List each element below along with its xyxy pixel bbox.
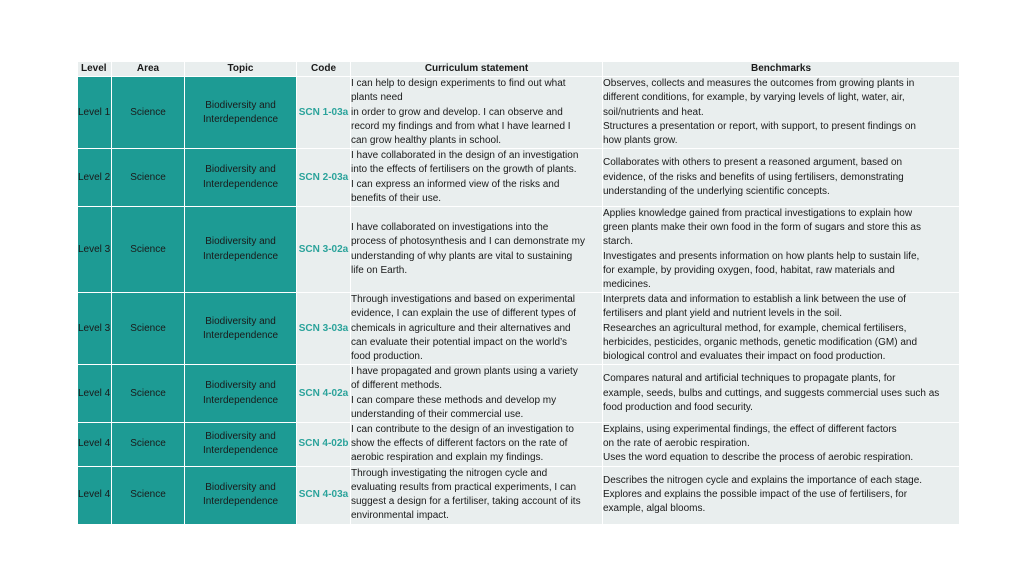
code-cell: SCN 4-02b <box>297 423 351 467</box>
curriculum-statement-cell <box>351 207 603 293</box>
curriculum-line: I have propagated and grown plants using a variety <box>351 366 578 378</box>
benchmark-line: fertilisers and plant yield and nutrient levels in the soil. <box>603 308 843 320</box>
curriculum-statement-cell <box>351 149 603 207</box>
code-cell: SCN 3-03a <box>297 293 351 365</box>
benchmark-line: green plants make their own food in the form of sugars and store this as <box>603 222 921 234</box>
benchmark-line: Applies knowledge gained from practical investigations to explain how <box>603 208 913 220</box>
table-row <box>78 77 960 149</box>
table-row <box>78 423 960 467</box>
curriculum-line: I can compare these methods and develop my <box>351 394 557 406</box>
curriculum-line: Through investigations and based on experimental <box>351 294 576 306</box>
curriculum-line: life on Earth. <box>351 264 408 276</box>
topic-cell <box>185 423 297 467</box>
header-row <box>78 62 960 77</box>
curriculum-line: can grow healthy plants in school. <box>351 135 502 147</box>
curriculum-line: process of photosynthesis and I can demonstrate my <box>351 236 586 248</box>
curriculum-line: in order to grow and develop. I can observe and <box>351 106 563 118</box>
curriculum-line: show the effects of different factors on the rate of <box>351 438 568 450</box>
level-cell: Level 4 <box>78 466 112 524</box>
benchmark-line: Explains, using experimental findings, the effect of different factors <box>603 424 897 436</box>
benchmark-line: Collaborates with others to present a reasoned argument, based on <box>603 157 903 169</box>
curriculum-line: suggest a design for a fertiliser, taking account of its <box>351 496 581 508</box>
curriculum-line: can evaluate their potential impact on the world’s <box>351 336 568 348</box>
curriculum-line: evaluating results from practical experiments, I can <box>351 481 577 493</box>
curriculum-line: understanding of why plants are vital to sustaining <box>351 250 573 262</box>
curriculum-line: I can contribute to the design of an investigation to <box>351 424 574 436</box>
topic-line: Biodiversity and <box>205 380 276 392</box>
area-cell: Science <box>112 293 185 365</box>
curriculum-line: I have collaborated in the design of an investigation <box>351 150 579 162</box>
table-row <box>78 293 960 365</box>
curriculum-line: aerobic respiration and explain my findings. <box>351 452 544 464</box>
curriculum-line: into the effects of fertilisers on the growth of plants. <box>351 164 577 176</box>
curriculum-statement-cell <box>351 466 603 524</box>
level-cell: Level 3 <box>78 207 112 293</box>
topic-line: Biodiversity and <box>205 164 276 176</box>
benchmark-cell <box>603 466 960 524</box>
topic-line: Biodiversity and <box>205 99 276 111</box>
code-cell: SCN 2-03a <box>297 149 351 207</box>
curriculum-line: of different methods. <box>351 380 442 392</box>
topic-line: Interdependence <box>202 496 279 508</box>
curriculum-line: food production. <box>351 351 423 363</box>
header-area: Area <box>112 62 185 77</box>
header-level: Level <box>78 62 112 77</box>
curriculum-statement-cell <box>351 293 603 365</box>
topic-line: Interdependence <box>202 113 279 125</box>
code-cell: SCN 1-03a <box>297 77 351 149</box>
benchmark-line: food production and food security. <box>603 401 753 413</box>
benchmark-line: how plants grow. <box>603 135 678 147</box>
topic-line: Interdependence <box>202 329 279 341</box>
benchmark-line: Explores and explains the possible impact of the use of fertilisers, for <box>603 488 908 500</box>
benchmark-cell <box>603 365 960 423</box>
topic-cell <box>185 365 297 423</box>
benchmark-line: example, seeds, bulbs and cuttings, and suggests commercial uses such as <box>603 387 940 399</box>
curriculum-line: I have collaborated on investigations into the <box>351 222 549 234</box>
topic-line: Biodiversity and <box>205 481 276 493</box>
area-cell: Science <box>112 77 185 149</box>
benchmark-line: medicines. <box>603 279 651 291</box>
topic-line: Interdependence <box>202 394 279 406</box>
level-cell: Level 1 <box>78 77 112 149</box>
benchmarks-table <box>77 61 960 525</box>
benchmark-line: Structures a presentation or report, with support, to present findings on <box>603 120 916 132</box>
area-cell: Science <box>112 423 185 467</box>
curriculum-line: Through investigating the nitrogen cycle and <box>351 467 548 479</box>
level-cell: Level 3 <box>78 293 112 365</box>
curriculum-line: I can help to design experiments to find out what <box>351 78 566 90</box>
topic-cell <box>185 293 297 365</box>
benchmark-cell <box>603 77 960 149</box>
curriculum-line: chemicals in agriculture and their alternatives and <box>351 322 571 334</box>
topic-cell <box>185 466 297 524</box>
curriculum-line: plants need <box>351 92 403 104</box>
table-row <box>78 149 960 207</box>
curriculum-statement-cell <box>351 365 603 423</box>
benchmark-line: different conditions, for example, by varying levels of light, water, air, <box>603 92 905 104</box>
benchmark-line: biological control and evaluates their impact on food production. <box>603 351 886 363</box>
benchmark-line: understanding of the underlying scientific concepts. <box>603 185 830 197</box>
header-curriculum-statement: Curriculum statement <box>351 62 603 77</box>
topic-line: Biodiversity and <box>205 315 276 327</box>
benchmark-line: Observes, collects and measures the outcomes from growing plants in <box>603 78 915 90</box>
table-row <box>78 365 960 423</box>
benchmark-line: evidence, of the risks and benefits of using fertilisers, demonstrating <box>603 171 904 183</box>
curriculum-line: record my findings and from what I have learned I <box>351 120 571 132</box>
curriculum-line: environmental impact. <box>351 510 449 522</box>
area-cell: Science <box>112 149 185 207</box>
topic-line: Biodiversity and <box>205 236 276 248</box>
benchmark-line: Researches an agricultural method, for example, chemical fertilisers, <box>603 322 907 334</box>
area-cell: Science <box>112 466 185 524</box>
curriculum-line: evidence, I can explain the use of different types of <box>351 308 576 320</box>
code-cell: SCN 3-02a <box>297 207 351 293</box>
curriculum-statement-cell <box>351 423 603 467</box>
benchmark-line: Investigates and presents information on how plants help to sustain life, <box>603 250 920 262</box>
benchmark-line: for example, by providing oxygen, food, habitat, raw materials and <box>603 264 895 276</box>
code-cell: SCN 4-02a <box>297 365 351 423</box>
benchmark-line: herbicides, pesticides, organic methods, genetic modification (GM) and <box>603 336 918 348</box>
topic-cell <box>185 207 297 293</box>
curriculum-line: benefits of their use. <box>351 192 442 204</box>
benchmark-line: Compares natural and artificial techniques to propagate plants, for <box>603 373 896 385</box>
topic-cell <box>185 77 297 149</box>
topic-line: Interdependence <box>202 445 279 457</box>
benchmark-line: example, algal blooms. <box>603 503 706 515</box>
benchmark-cell <box>603 149 960 207</box>
curriculum-line: understanding of their commercial use. <box>351 408 524 420</box>
benchmark-line: Uses the word equation to describe the process of aerobic respiration. <box>603 452 914 464</box>
table-row <box>78 207 960 293</box>
header-topic: Topic <box>185 62 297 77</box>
curriculum-line: I can express an informed view of the risks and <box>351 178 560 190</box>
benchmark-line: Describes the nitrogen cycle and explains the importance of each stage. <box>603 474 923 486</box>
topic-cell <box>185 149 297 207</box>
level-cell: Level 4 <box>78 423 112 467</box>
level-cell: Level 2 <box>78 149 112 207</box>
benchmark-cell <box>603 293 960 365</box>
header-code: Code <box>297 62 351 77</box>
benchmark-line: on the rate of aerobic respiration. <box>603 438 750 450</box>
topic-line: Interdependence <box>202 178 279 190</box>
benchmark-line: Interprets data and information to establish a link between the use of <box>603 294 906 306</box>
benchmark-line: starch. <box>603 236 634 248</box>
table-row <box>78 466 960 524</box>
topic-line: Biodiversity and <box>205 431 276 443</box>
benchmark-line: soil/nutrients and heat. <box>603 106 704 118</box>
benchmark-cell <box>603 423 960 467</box>
curriculum-statement-cell <box>351 77 603 149</box>
benchmark-cell <box>603 207 960 293</box>
topic-line: Interdependence <box>202 250 279 262</box>
code-cell: SCN 4-03a <box>297 466 351 524</box>
header-benchmarks: Benchmarks <box>603 62 960 77</box>
area-cell: Science <box>112 207 185 293</box>
level-cell: Level 4 <box>78 365 112 423</box>
area-cell: Science <box>112 365 185 423</box>
